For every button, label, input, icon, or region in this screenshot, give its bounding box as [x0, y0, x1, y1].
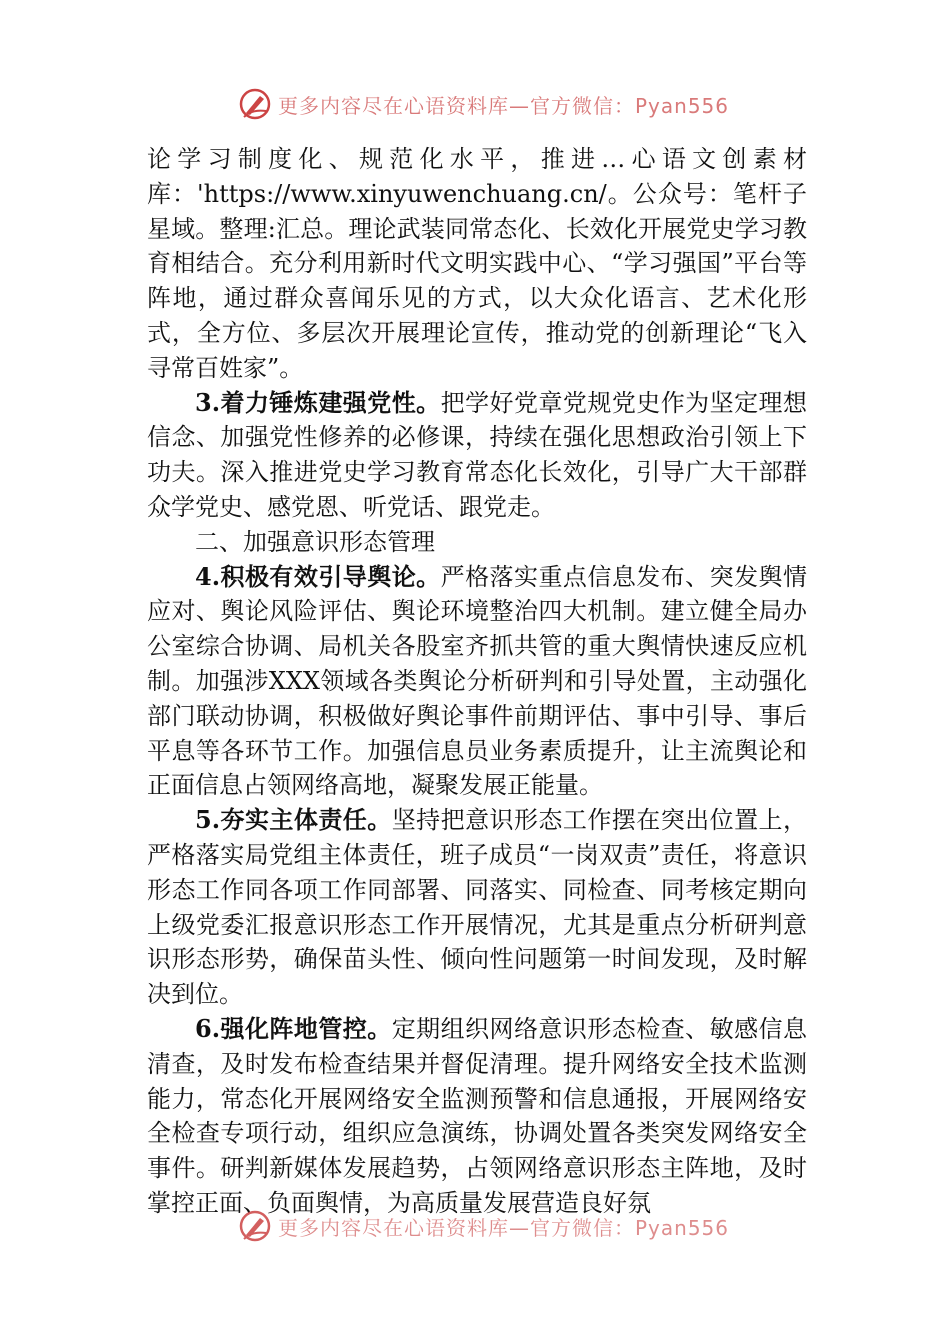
pen-logo-icon — [238, 1209, 272, 1243]
paragraph-lead: 3.着力锤炼建强党性。 — [195, 387, 441, 417]
paragraph-text: 定期组织网络意识形态检查、敏感信息清查，及时发布检查结果并督促清理。提升网络安全技术监测能力，常态化开展网络安全监测预警和信息通报，开展网络安全检查专项行动，组织应急演练，协调处置各类突发网络安全事件。研判新媒体发展趋势，占领网络意识形态主阵地，及时掌控正面、负面舆情，为高质量发展营造良好氛 — [147, 1014, 807, 1217]
paragraph — [147, 1012, 807, 1221]
watermark-header — [238, 86, 730, 122]
watermark-text: 更多内容尽在心语资料库—官方微信：Pyan556 — [278, 93, 730, 118]
paragraph-lead: 6.强化阵地管控。 — [195, 1013, 392, 1043]
watermark-text: 更多内容尽在心语资料库—官方微信：Pyan556 — [278, 1215, 730, 1240]
section-heading — [147, 525, 807, 560]
watermark-footer — [238, 1208, 730, 1244]
section-heading-text: 二、加强意识形态管理 — [195, 527, 435, 556]
body-text — [147, 142, 807, 1221]
paragraph-text: 论学习制度化、规范化水平，推进…心语文创素材库：'https://www.xinyuwenchuang.cn/。公众号：笔杆子星域。整理:汇总。理论武装同常态化、长效化开展党史学习教育相结合。充分利用新时代文明实践中心、“学习强国”平台等阵地，通过群众喜闻乐见的方式，以大众化语言、艺术化形式，全方位、多层次开展理论宣传，推动党的创新理论“飞入寻常百姓家”。 — [147, 145, 807, 382]
paragraph — [147, 142, 807, 386]
paragraph-text: 把学好党章党规党史作为坚定理想信念、加强党性修养的必修课，持续在强化思想政治引领上下功夫。深入推进党史学习教育常态化长效化，引导广大干部群众学党史、感党恩、听党话、跟党走。 — [147, 388, 808, 521]
paragraph-lead: 5.夯实主体责任。 — [195, 805, 392, 835]
pen-logo-icon — [238, 87, 272, 121]
paragraph — [147, 560, 807, 804]
paragraph-text: 严格落实重点信息发布、突发舆情应对、舆论风险评估、舆论环境整治四大机制。建立健全局办公室综合协调、局机关各股室齐抓共管的重大舆情快速反应机制。加强涉XXX领域各类舆论分析研判和引导处置，主动强化部门联动协调，积极做好舆论事件前期评估、事中引导、事后平息等各环节工作。加强信息员业务素质提升，让主流舆论和正面信息占领网络高地，凝聚发展正能量。 — [147, 562, 808, 800]
paragraph-text: 坚持把意识形态工作摆在突出位置上，严格落实局党组主体责任，班子成员“一岗双责”责任，将意识形态工作同各项工作同部署、同落实、同检查、同考核定期向上级党委汇报意识形态工作开展情况，尤其是重点分析研判意识形态形势，确保苗头性、倾向性问题第一时间发现，及时解决到位。 — [147, 806, 807, 1009]
paragraph — [147, 386, 807, 525]
paragraph — [147, 803, 807, 1012]
paragraph-lead: 4.积极有效引导舆论。 — [195, 561, 441, 591]
